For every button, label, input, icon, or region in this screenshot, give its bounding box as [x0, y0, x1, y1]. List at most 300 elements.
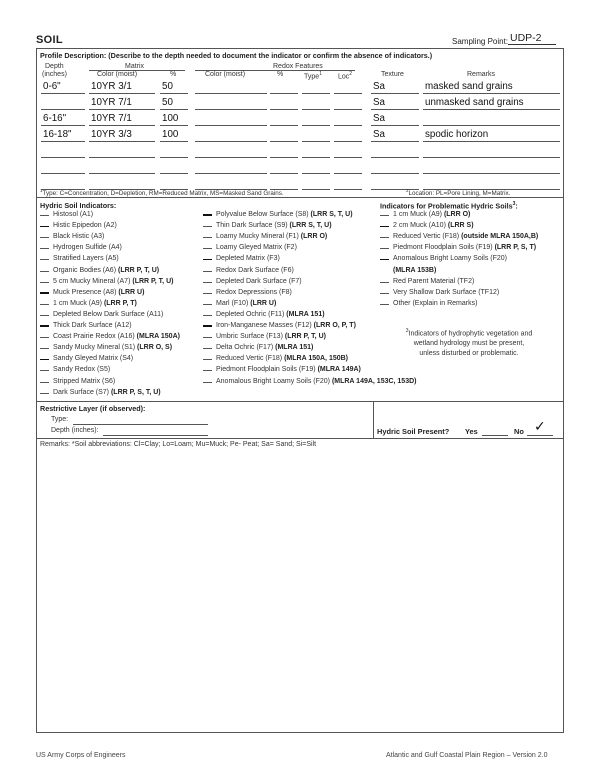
indicator-region: (LRR U)	[250, 299, 277, 307]
indicator-label	[53, 344, 172, 351]
indicator-item[interactable]	[40, 355, 133, 362]
profile-cell-color[interactable]: 10YR 3/3	[91, 129, 132, 140]
restrictive-layer-title: Restrictive Layer (if observed):	[40, 404, 146, 413]
form-title: SOIL	[36, 34, 63, 46]
row-field-underline	[423, 125, 560, 126]
indicator-item[interactable]	[203, 355, 348, 362]
profile-cell-pct[interactable]: 50	[162, 97, 173, 108]
indicator-item[interactable]	[40, 344, 172, 351]
indicator-label	[393, 244, 536, 251]
checkbox-blank[interactable]	[203, 271, 212, 272]
hydric-soil-present-label: Hydric Soil Present?	[377, 427, 450, 436]
indicator-item[interactable]	[380, 244, 536, 251]
row-field-underline	[302, 157, 330, 158]
row-field-underline	[160, 157, 188, 158]
row-field-underline	[41, 109, 85, 110]
form-frame	[36, 48, 564, 733]
indicator-text: 1 cm Muck (A9)	[53, 299, 104, 307]
checkbox-blank[interactable]	[40, 393, 49, 394]
indicator-item[interactable]	[380, 278, 474, 285]
row-field-underline	[160, 93, 188, 94]
indicator-item[interactable]	[40, 289, 144, 296]
indicator-label	[393, 300, 477, 307]
indicator-text: Organic Bodies (A6)	[53, 266, 118, 274]
row-field-underline	[270, 125, 298, 126]
yes-label: Yes	[465, 427, 478, 436]
row-field-underline	[334, 157, 362, 158]
checkbox-blank[interactable]	[203, 370, 212, 371]
checkbox-blank[interactable]	[40, 237, 49, 238]
profile-cell-remarks[interactable]: spodic horizon	[425, 129, 489, 140]
indicator-label	[53, 233, 104, 240]
row-field-underline	[195, 141, 267, 142]
checkbox-blank[interactable]	[203, 348, 212, 349]
indicator-label	[53, 322, 132, 329]
sampling-point-field[interactable]: UDP-2	[508, 32, 556, 45]
row-field-underline	[423, 141, 560, 142]
indicator-text: 2 cm Muck (A10)	[393, 222, 448, 230]
indicator-item[interactable]	[40, 255, 119, 262]
profile-cell-depth[interactable]: 0-6"	[43, 81, 61, 92]
indicator-label	[216, 233, 327, 240]
indicator-label	[53, 267, 159, 274]
indicator-text: Stripped Matrix (S6)	[53, 377, 116, 385]
indicator-item[interactable]	[203, 333, 326, 340]
profile-cell-pct[interactable]: 50	[162, 81, 173, 92]
indicator-item[interactable]	[40, 300, 137, 307]
footer-right: Atlantic and Gulf Coastal Plain Region – Version 2.0	[386, 752, 548, 759]
indicator-item[interactable]	[40, 378, 115, 385]
indicator-region: (MLRA 150A, 150B)	[284, 355, 349, 363]
row-field-underline	[41, 125, 85, 126]
row-field-underline	[195, 93, 267, 94]
profile-cell-pct[interactable]: 100	[162, 129, 179, 140]
checkbox-blank[interactable]	[203, 382, 212, 383]
row-field-underline	[270, 173, 298, 174]
indicator-label	[53, 289, 144, 296]
checkbox-blank[interactable]	[40, 248, 49, 249]
no-label: No	[514, 427, 524, 436]
checkbox-blank[interactable]	[40, 370, 49, 371]
indicator-region: (MLRA 151)	[286, 310, 325, 318]
profile-description-section	[37, 49, 563, 198]
indicator-text: Other (Explain in Remarks)	[393, 299, 478, 307]
indicator-item[interactable]	[40, 322, 132, 329]
row-field-underline	[270, 157, 298, 158]
indicator-region: (LRR P, T, U)	[132, 277, 174, 285]
row-field-underline	[195, 125, 267, 126]
indicator-label	[53, 389, 161, 396]
indicator-text: Redox Dark Surface (F6)	[216, 266, 294, 274]
row-field-underline	[423, 109, 560, 110]
depth-header: Depth	[45, 63, 64, 70]
row-field-underline	[371, 173, 419, 174]
indicator-text: Sandy Redox (S5)	[53, 366, 111, 374]
indicator-text: 5 cm Mucky Mineral (A7)	[53, 277, 133, 285]
indicator-label	[380, 267, 436, 274]
indicator-item[interactable]	[380, 222, 474, 229]
indicator-text: Marl (F10)	[216, 299, 251, 307]
indicator-item[interactable]	[203, 244, 297, 251]
checkbox-blank[interactable]	[380, 237, 389, 238]
remarks-text[interactable]: Remarks: *Soil abbreviations: Cl=Clay; Lo=Loam; Mu=Muck; Pe- Peat; Sa= Sand; Si=Silt	[40, 441, 317, 448]
indicator-item[interactable]	[203, 211, 353, 218]
indicator-text: Depleted Dark Surface (F7)	[216, 277, 302, 285]
checkbox-blank[interactable]	[40, 348, 49, 349]
checkbox-blank[interactable]	[40, 304, 49, 305]
indicator-label	[393, 222, 474, 229]
indicator-text: Reduced Vertic (F18)	[393, 233, 462, 241]
indicator-text: Loamy Gleyed Matrix (F2)	[216, 244, 297, 252]
type-field[interactable]	[73, 424, 208, 425]
indicator-text: Histic Epipedon (A2)	[53, 222, 117, 230]
indicator-region: (MLRA 151)	[275, 344, 314, 352]
indicator-text: Stratified Layers (A5)	[53, 255, 119, 263]
indicator-label	[216, 300, 276, 307]
row-field-underline	[41, 157, 85, 158]
note-line-2: wetland hydrology must be present,	[413, 340, 525, 348]
problematic-indicators-title: Indicators for Problematic Hydric Soils$^3$:	[380, 201, 518, 211]
indicator-item[interactable]	[203, 300, 276, 307]
indicator-item[interactable]	[380, 300, 477, 307]
profile-cell-color[interactable]: 10YR 7/1	[91, 97, 132, 108]
sampling-point-label: Sampling Point:	[452, 37, 509, 46]
indicator-item[interactable]	[203, 255, 280, 262]
note-line-3: unless disturbed or problematic.	[419, 350, 519, 358]
checkbox-blank[interactable]	[40, 382, 49, 383]
indicator-item[interactable]	[203, 267, 294, 274]
checkbox-blank[interactable]	[40, 359, 49, 361]
checkbox-blank[interactable]	[203, 248, 212, 249]
indicator-text: Thick Dark Surface (A12)	[53, 322, 132, 329]
profile-cell-pct[interactable]: 100	[162, 113, 179, 124]
row-field-underline	[302, 125, 330, 126]
checkbox-blank[interactable]	[40, 282, 49, 283]
indicator-text: 1 cm Muck (A9)	[393, 211, 444, 218]
checkbox-blank[interactable]	[380, 293, 389, 294]
row-field-underline	[302, 189, 330, 190]
row-field-underline	[270, 109, 298, 110]
indicator-item[interactable]	[380, 289, 499, 296]
indicator-label	[53, 278, 173, 285]
row-field-underline	[195, 157, 267, 158]
footer-left: US Army Corps of Engineers	[36, 752, 126, 759]
indicators-section	[37, 198, 563, 402]
indicator-label	[393, 233, 538, 240]
indicator-text: Iron-Manganese Masses (F12)	[216, 322, 314, 329]
row-field-underline	[302, 173, 330, 174]
indicator-text: Depleted Below Dark Surface (A11)	[53, 310, 164, 318]
indicator-item[interactable]	[40, 389, 161, 396]
row-field-underline	[334, 109, 362, 110]
indicator-region: (LRR S, T, U)	[289, 222, 332, 230]
yes-answer-field[interactable]	[482, 435, 508, 436]
indicator-text: Anomalous Bright Loamy Soils (F20)	[393, 255, 507, 263]
checkbox-blank[interactable]	[203, 282, 212, 283]
checkbox-blank[interactable]	[40, 226, 49, 228]
checkbox-blank[interactable]	[203, 315, 212, 316]
indicator-region: (LRR P, T)	[103, 299, 137, 307]
indicator-text: Loamy Mucky Mineral (F1)	[216, 233, 301, 241]
row-field-underline	[270, 93, 298, 94]
profile-cell-color[interactable]: 10YR 7/1	[91, 113, 132, 124]
checkbox-blank[interactable]	[40, 325, 49, 327]
indicator-region: (MLRA 149A)	[317, 366, 361, 374]
row-field-underline	[334, 125, 362, 126]
profile-cell-depth[interactable]: 6-16"	[43, 113, 67, 124]
indicator-region: (LRR S)	[447, 222, 474, 230]
checkbox-blank[interactable]	[380, 282, 389, 283]
checkbox-blank[interactable]	[203, 226, 212, 227]
checkbox-blank[interactable]	[40, 315, 49, 316]
indicator-label	[216, 267, 294, 274]
indicator-text: Sandy Gleyed Matrix (S4)	[53, 355, 134, 363]
indicator-label	[216, 378, 416, 385]
depth-field[interactable]	[103, 435, 208, 436]
row-field-underline	[334, 141, 362, 142]
profile-cell-texture[interactable]: Sa	[373, 113, 385, 124]
indicator-text: Depleted Ochric (F11)	[216, 310, 287, 318]
indicator-region: (LRR U)	[118, 288, 145, 296]
indicator-text: Polyvalue Below Surface (S8)	[216, 211, 311, 218]
indicator-item[interactable]	[40, 222, 117, 229]
indicator-text: Black Histic (A3)	[53, 233, 105, 241]
indicator-region: (MLRA 150A)	[136, 333, 180, 341]
indicator-label	[216, 211, 353, 218]
row-field-underline	[41, 93, 85, 94]
profile-cell-remarks[interactable]: masked sand grains	[425, 81, 513, 92]
indicator-region: (LRR S, T, U)	[310, 211, 353, 218]
row-field-underline	[423, 157, 560, 158]
indicator-text: Very Shallow Dark Surface (TF12)	[393, 288, 500, 296]
row-field-underline	[334, 93, 362, 94]
check-icon: ✓	[534, 419, 546, 435]
note-line-1: $^3$Indicators of hydrophytic vegetation and	[405, 328, 533, 338]
indicator-item[interactable]	[203, 378, 416, 385]
restrictive-layer-section	[37, 402, 563, 439]
indicator-region: (LRR O, S)	[137, 344, 173, 352]
checkbox-blank[interactable]	[203, 359, 212, 360]
indicator-label	[393, 211, 470, 218]
indicator-label	[216, 322, 356, 329]
indicator-item[interactable]	[203, 322, 356, 329]
indicator-label	[216, 244, 297, 251]
indicator-item[interactable]	[40, 267, 159, 274]
indicator-label	[53, 333, 180, 340]
indicator-item[interactable]	[203, 222, 332, 229]
checkbox-blank[interactable]	[203, 304, 212, 305]
indicator-item[interactable]	[380, 233, 538, 240]
profile-cell-texture[interactable]: Sa	[373, 129, 385, 140]
indicator-text: Depleted Matrix (F3)	[216, 255, 280, 263]
type-footnote: $^1$Type: C=Concentration, D=Depletion, RM=Reduced Matrix, MS=Masked Sand Grains.	[40, 188, 284, 198]
indicator-text: Thin Dark Surface (S9)	[216, 222, 290, 230]
row-field-underline	[89, 93, 155, 94]
row-field-underline	[160, 173, 188, 174]
checkbox-blank[interactable]	[203, 337, 212, 338]
checkbox-blank[interactable]	[203, 293, 212, 294]
hydrophytic-note	[383, 326, 555, 359]
indicator-item[interactable]	[40, 278, 173, 285]
profile-cell-depth[interactable]: 16-18"	[43, 129, 72, 140]
indicator-label	[53, 378, 115, 385]
matrix-header: Matrix	[125, 63, 145, 70]
profile-description-heading: Profile Description: (Describe to the depth needed to document the indicator or confirm the absence of indicators.)	[40, 51, 433, 60]
row-field-underline	[423, 173, 560, 174]
indicator-item[interactable]	[203, 311, 325, 318]
row-field-underline	[371, 93, 419, 94]
indicator-text: Piedmont Floodplain Soils (F19)	[216, 366, 318, 374]
percent-header: %	[170, 71, 177, 78]
indicator-text: Hydrogen Sulfide (A4)	[53, 244, 122, 252]
row-field-underline	[302, 93, 330, 94]
row-field-underline	[41, 141, 85, 142]
indicator-label	[393, 278, 474, 285]
color-moist-header: Color (moist)	[97, 71, 138, 78]
indicator-label	[216, 222, 332, 229]
row-field-underline	[302, 141, 330, 142]
indicator-item[interactable]	[203, 233, 327, 240]
depth-label: Depth (inches):	[51, 427, 99, 434]
row-field-underline	[334, 189, 362, 190]
indicator-region: (MLRA 153B)	[393, 266, 437, 274]
indicator-region: (LRR O, P, T)	[313, 322, 356, 329]
indicator-label	[393, 255, 507, 262]
indicator-text: Delta Ochric (F17)	[216, 344, 276, 352]
indicator-item[interactable]	[40, 233, 104, 240]
indicator-label	[53, 300, 137, 307]
checkbox-blank[interactable]	[380, 226, 389, 228]
remarks-header: Remarks	[467, 71, 496, 78]
indicator-region: (LRR O)	[300, 233, 328, 241]
indicator-label	[216, 289, 292, 296]
indicator-region: (LRR P, T, U)	[117, 266, 160, 274]
indicator-text: Red Parent Material (TF2)	[393, 277, 475, 285]
indicator-text: Redox Depressions (F8)	[216, 288, 292, 296]
checkbox-blank[interactable]	[40, 215, 49, 216]
indicator-text: Coast Prairie Redox (A16)	[53, 333, 137, 341]
indicator-text: Histosol (A1)	[53, 211, 94, 218]
row-field-underline	[160, 141, 188, 142]
checkbox-blank[interactable]	[380, 215, 389, 216]
profile-cell-remarks[interactable]: unmasked sand grains	[425, 97, 524, 108]
redox-percent-header: %	[277, 71, 284, 78]
indicator-region: (MLRA 149A, 153C, 153D)	[331, 377, 417, 385]
checkbox-blank[interactable]	[203, 237, 212, 238]
indicator-text: Piedmont Floodplain Soils (F19)	[393, 244, 495, 252]
indicator-item[interactable]	[203, 289, 292, 296]
texture-header: Texture	[381, 71, 404, 78]
indicator-region: (LRR P, T, U)	[284, 333, 326, 341]
checkbox-blank[interactable]	[40, 271, 49, 272]
indicator-item[interactable]	[380, 267, 436, 274]
indicator-label	[216, 333, 326, 340]
indicator-text: Dark Surface (S7)	[53, 388, 111, 396]
row-field-underline	[423, 93, 560, 94]
row-field-underline	[41, 173, 85, 174]
indicator-item[interactable]	[380, 211, 470, 218]
row-field-underline	[371, 141, 419, 142]
indicator-label	[53, 211, 93, 218]
section-divider	[373, 402, 374, 438]
indicator-label	[216, 311, 325, 318]
indicator-item[interactable]	[203, 344, 313, 351]
profile-cell-texture[interactable]: Sa	[373, 97, 385, 108]
checkbox-blank[interactable]	[40, 259, 49, 260]
row-field-underline	[160, 109, 188, 110]
indicator-region: (LRR O)	[443, 211, 471, 218]
indicator-item[interactable]	[40, 366, 110, 373]
row-field-underline	[89, 125, 155, 126]
indicator-item[interactable]	[203, 366, 361, 373]
indicator-item[interactable]	[40, 211, 93, 218]
indicator-label	[53, 222, 117, 229]
indicator-label	[53, 355, 133, 362]
location-footnote: $^2$Location: PL=Pore Lining, M=Matrix.	[406, 188, 511, 198]
row-field-underline	[160, 125, 188, 126]
indicator-label	[216, 366, 361, 373]
indicator-item[interactable]	[40, 311, 163, 318]
checkbox-blank[interactable]	[203, 214, 212, 216]
indicator-label	[216, 278, 302, 285]
checkbox-blank[interactable]	[380, 248, 389, 249]
indicator-label	[53, 255, 119, 262]
indicator-label	[216, 344, 313, 351]
indicator-label	[53, 366, 110, 373]
row-field-underline	[89, 173, 155, 174]
checkbox-blank[interactable]	[203, 325, 212, 327]
indicator-text: Reduced Vertic (F18)	[216, 355, 285, 363]
indicator-region: (LRR P, S, T)	[494, 244, 537, 252]
row-field-underline	[195, 173, 267, 174]
loc-header: Loc$^2$	[338, 71, 353, 81]
row-field-underline	[371, 157, 419, 158]
indicator-item[interactable]	[40, 244, 122, 251]
indicator-item[interactable]	[380, 255, 507, 262]
hydric-indicators-title: Hydric Soil Indicators:	[40, 201, 117, 210]
checkbox-blank[interactable]	[380, 304, 389, 305]
indicator-label	[53, 244, 122, 251]
indicator-text: Sandy Mucky Mineral (S1)	[53, 344, 138, 352]
indicator-text: Anomalous Bright Loamy Soils (F20)	[216, 377, 332, 385]
indicator-label	[53, 311, 163, 318]
indicator-item[interactable]	[40, 333, 180, 340]
row-field-underline	[89, 157, 155, 158]
indicator-label	[393, 289, 499, 296]
checkbox-blank[interactable]	[40, 337, 49, 338]
indicator-region: (outside MLRA 150A,B)	[461, 233, 539, 241]
indicator-label	[216, 255, 280, 262]
row-field-underline	[270, 141, 298, 142]
type-label: Type:	[51, 416, 69, 423]
no-answer-field[interactable]	[527, 435, 553, 436]
row-field-underline	[371, 109, 419, 110]
indicator-region: (LRR P, S, T, U)	[110, 388, 161, 396]
checkbox-blank[interactable]	[40, 292, 49, 294]
redox-color-header: Color (moist)	[205, 71, 246, 78]
checkbox-blank[interactable]	[203, 259, 212, 261]
indicator-text: Muck Presence (A8)	[53, 288, 119, 296]
checkbox-blank[interactable]	[380, 259, 389, 261]
indicator-text: Umbric Surface (F13)	[216, 333, 285, 341]
redox-header: Redox Features	[273, 63, 323, 70]
row-field-underline	[371, 125, 419, 126]
row-field-underline	[334, 173, 362, 174]
profile-cell-texture[interactable]: Sa	[373, 81, 385, 92]
profile-cell-color[interactable]: 10YR 3/1	[91, 81, 132, 92]
indicator-label	[216, 355, 348, 362]
indicator-item[interactable]	[203, 278, 302, 285]
